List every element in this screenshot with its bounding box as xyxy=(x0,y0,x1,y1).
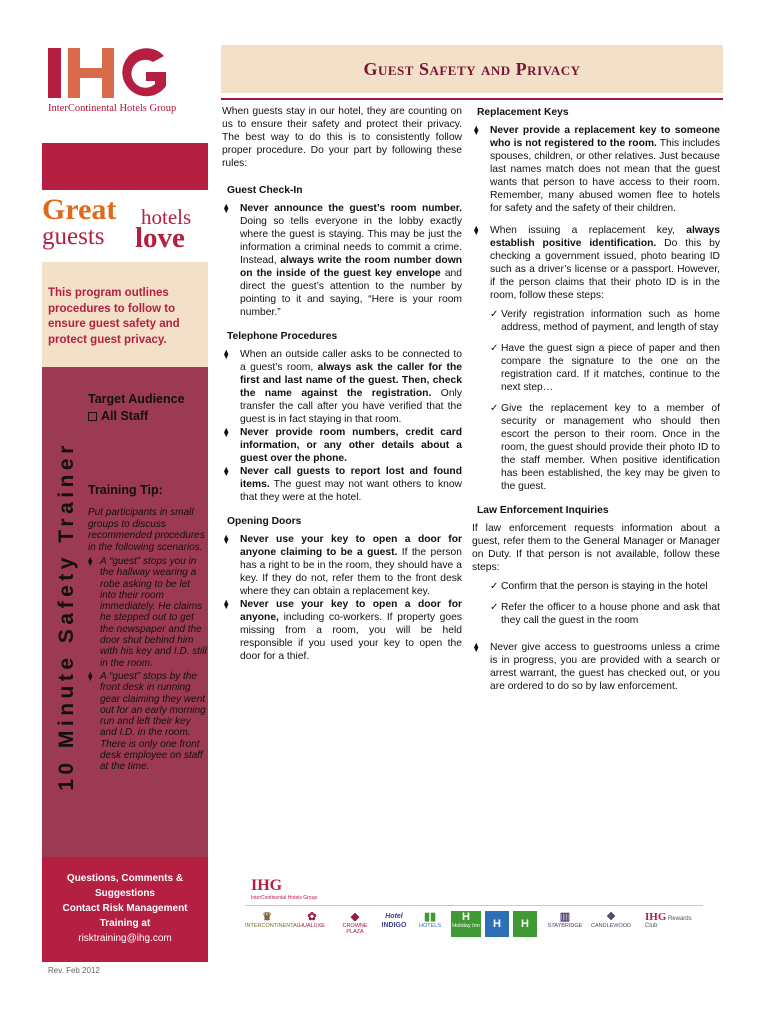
bullet-item xyxy=(222,465,462,504)
great-hotels-guests-love-tagline xyxy=(42,190,208,262)
scenario-text: A “guest” stops by the front desk in running gear claiming they went out for an early morning run and left their key and I.D. in the room. There is only one front desk employee on staff at the time. xyxy=(100,670,206,773)
program-summary-box xyxy=(42,262,208,367)
checkmark-icon: ✓ xyxy=(490,403,499,414)
check-step-text: Have the guest sign a piece of paper and then compare the signature to the one on the registration card. If it matches, continue to the next step… xyxy=(501,343,720,393)
ihg-logo xyxy=(46,40,216,120)
brand-staybridge-logo xyxy=(545,911,585,929)
check-step-text: Confirm that the person is staying in the hotel xyxy=(501,581,708,592)
brand-name: HOTELS xyxy=(418,923,441,929)
brand-holiday-inn-express-logo xyxy=(485,911,509,937)
revision-date: Rev. Feb 2012 xyxy=(48,966,100,975)
checkmark-icon: ✓ xyxy=(490,343,499,354)
diamond-bullet-icon: ⧫ xyxy=(224,534,229,544)
tagline-hotels: hotels xyxy=(141,205,192,229)
check-step xyxy=(472,342,720,394)
intro-paragraph: When guests stay in our hotel, they are counting on us to ensure their safety and protect their privacy. The best way to do this is to consistently follow proper procedure. Do your part by following these rules: xyxy=(222,106,462,169)
sidebar-top-block xyxy=(42,143,208,190)
target-audience-value xyxy=(88,409,206,423)
diamond-bullet-icon: ⧫ xyxy=(224,599,229,609)
content-column-1 xyxy=(222,105,462,663)
logo-subtitle: InterContinental Hotels Group xyxy=(48,103,177,114)
training-tip xyxy=(88,483,208,775)
diamond-bullet-icon: ⧫ xyxy=(224,466,229,476)
tagline-love: love xyxy=(135,222,185,254)
candlewood-icon: ❖ xyxy=(606,911,616,923)
scenario-text: A “guest” stops you in the hallway wearing a robe asking to be let into their room immediately. He claims he stepped out to get the newspaper and the door shut behind him with his key and I.D. still in the room. xyxy=(100,556,207,669)
checkmark-icon: ✓ xyxy=(490,602,499,613)
training-tip-intro: Put participants in small groups to discuss recommended procedures in the following scenarios. xyxy=(88,507,205,553)
scenario-item xyxy=(88,671,208,773)
target-audience-label: All Staff xyxy=(101,409,149,423)
check-step-text: Refer the officer to a house phone and ask that they call the guest in the room xyxy=(501,602,720,626)
holiday-inn-resort-h-icon: H xyxy=(521,918,529,930)
program-summary-text: This program outlines procedures to follow to ensure guest safety and protect guest privacy. xyxy=(48,287,180,346)
diamond-bullet-icon: ⧫ xyxy=(474,125,479,135)
brand-indigo-logo xyxy=(377,911,411,929)
vertical-title xyxy=(52,380,82,852)
tagline-guests: guests xyxy=(42,223,105,250)
contact-email-link[interactable]: risktraining@ihg.com xyxy=(78,933,172,944)
bullet-item xyxy=(472,224,720,302)
brand-ihg-rewards-logo xyxy=(645,911,697,929)
bullet-item xyxy=(222,202,462,319)
target-audience xyxy=(88,392,206,423)
scenario-list xyxy=(88,556,208,773)
vertical-title-text: 10 Minute Safety Trainer xyxy=(55,441,78,791)
holiday-inn-h-icon: H xyxy=(462,911,470,923)
check-step xyxy=(472,601,720,627)
ihg-mini-subtitle: InterContinental Hotels Group xyxy=(251,895,318,901)
checkbox-icon xyxy=(88,412,97,421)
diamond-bullet-icon: ⧫ xyxy=(224,349,229,359)
title-divider xyxy=(221,98,723,100)
holiday-inn-express-h-icon: H xyxy=(493,918,501,930)
brand-crowne-plaza-logo xyxy=(335,911,375,935)
scenario-item xyxy=(88,556,208,669)
bullet-text: If the person has a right to be in the room, they should have a key. If they do not, refer them to the front desk where they can obtain a replacement key. xyxy=(240,547,462,597)
bullet-bold: Never use your key to open a door for anyone claiming to be a guest. xyxy=(240,534,462,558)
contact-box xyxy=(42,857,208,962)
diamond-bullet-icon: ⧫ xyxy=(224,203,229,213)
bullet-item xyxy=(222,426,462,465)
flower-icon: ✿ xyxy=(307,911,317,923)
bullet-text: This includes spouses, children, or other relatives. Just because last names match does not mean that the guest wants that person to have access to their room. Remember, many abused women flee to hotels for safety and the safety of their children. xyxy=(490,138,720,214)
bullet-item xyxy=(222,348,462,426)
staybridge-icon: ▥ xyxy=(559,911,571,923)
bar-icon: ▮▮ xyxy=(423,911,437,923)
diamond-icon: ◆ xyxy=(350,911,360,923)
bullet-text: Do this by checking a government issued, photo bearing ID such as a driver’s license or a passport. However, if the person claims that their photo ID is in the room, follow these steps: xyxy=(490,238,720,301)
checkmark-icon: ✓ xyxy=(490,581,499,592)
hotel-script-icon: Hotel xyxy=(385,913,403,920)
page-title: Guest Safety and Privacy xyxy=(363,58,581,79)
brand-name: CROWNE PLAZA xyxy=(342,923,368,935)
law-intro-paragraph: If law enforcement requests information about a guest, refer them to the General Manager or Manager on Duty. If that person is not available, follow these steps: xyxy=(472,523,720,573)
brand-name: STAYBRIDGE xyxy=(547,923,583,929)
contact-line-2: Contact Risk Management Training at xyxy=(62,903,188,929)
bullet-item xyxy=(472,124,720,215)
bullet-text: including co-workers. If property goes missing from a room, you will be held responsible if you used your key to open the door for a thief. xyxy=(240,612,462,662)
brand-name: CANDLEWOOD xyxy=(590,923,632,929)
brand-holiday-inn-logo xyxy=(451,911,481,937)
content-column-2 xyxy=(472,106,720,693)
bullet-bold: Never use your key to open a door for anyone, xyxy=(240,599,462,623)
brand-even-logo xyxy=(413,911,447,929)
bullet-item xyxy=(222,598,462,663)
contact-line-1: Questions, Comments & Suggestions xyxy=(66,873,184,899)
bullet-item xyxy=(222,533,462,598)
bullet-bold: always establish positive identification. xyxy=(490,225,720,249)
ihg-mini-logo: IHG xyxy=(251,877,283,894)
training-tip-heading: Training Tip: xyxy=(88,483,163,497)
bullet-text: Only transfer the call after you have verified that the guest is in fact staying in that room. xyxy=(240,388,462,425)
bullet-text: and direct the guest’s attention to the number by pointing to it and saying, “Here is your room number.” xyxy=(240,268,463,318)
brand-divider xyxy=(245,905,703,906)
bullet-bold: Never provide a replacement key to someone who is not registered to the room. xyxy=(490,125,720,149)
brand-name: Holiday Inn xyxy=(452,923,480,929)
check-step-text: Verify registration information such as home address, method of payment, and length of stay xyxy=(501,309,720,333)
bullet-text: When issuing a replacement key, xyxy=(490,225,687,236)
section-heading-opening-doors: Opening Doors xyxy=(227,516,302,527)
brand-intercontinental-logo xyxy=(245,911,300,929)
bullet-text: Doing so tells everyone in the lobby exactly where the guest is staying. This may be just the information a criminal needs to commit a crime. Instead, xyxy=(240,216,462,266)
section-heading-telephone: Telephone Procedures xyxy=(227,331,338,342)
section-heading-law-enforcement: Law Enforcement Inquiries xyxy=(477,505,609,516)
checkmark-icon: ✓ xyxy=(490,309,499,320)
brand-logo-strip xyxy=(245,873,705,945)
check-step xyxy=(472,402,720,493)
check-step-text: Give the replacement key to a member of security or management who should then escort the person to their room. Once in the room, the guest should provide their photo ID to the staff member. When positive identification has been established, the key may be given to the guest. xyxy=(501,403,720,492)
bullet-text: The guest may not want others to know that they were at the hotel. xyxy=(240,479,462,503)
bullet-bold: Never announce the guest’s room number. xyxy=(240,203,462,214)
brand-hualuxe-logo xyxy=(295,911,329,929)
title-banner xyxy=(221,45,723,93)
crown-icon: ♛ xyxy=(262,911,272,923)
bullet-bold: Never call guests to report lost and found items. xyxy=(240,466,462,490)
diamond-bullet-icon: ⧫ xyxy=(474,225,479,235)
brand-holiday-inn-resort-logo xyxy=(513,911,537,937)
check-step xyxy=(472,308,720,334)
brand-candlewood-logo xyxy=(589,911,633,929)
ihg-rewards-icon: IHG xyxy=(645,911,667,923)
diamond-bullet-icon: ⧫ xyxy=(474,642,479,652)
brand-name: INDIGO xyxy=(381,922,407,929)
ihg-logo-mark xyxy=(46,40,186,102)
target-audience-heading: Target Audience xyxy=(88,392,185,406)
section-heading-replacement-keys: Replacement Keys xyxy=(477,107,569,118)
section-heading-guest-check-in: Guest Check-In xyxy=(227,185,303,196)
brand-name: Rewards Club xyxy=(645,916,692,929)
bullet-bold: Never provide room numbers, credit card information, or any other details about a guest over the phone. xyxy=(240,427,462,464)
bullet-bold: always write the room number down on the inside of the guest key envelope xyxy=(240,255,462,279)
diamond-bullet-icon: ⧫ xyxy=(88,556,93,566)
diamond-bullet-icon: ⧫ xyxy=(88,670,93,681)
bullet-bold: always ask the caller for the first and last name of the guest. Then, check the name against the registration. xyxy=(240,362,462,399)
diamond-bullet-icon: ⧫ xyxy=(224,427,229,437)
bullet-text: When an outside caller asks to be connected to a guest’s room, xyxy=(240,349,462,373)
bullet-item xyxy=(472,641,720,693)
tagline-great: Great xyxy=(42,193,117,226)
brand-name: HUALUXE xyxy=(299,923,325,929)
bullet-text: Never give access to guestrooms unless a crime is in progress, you are provided with a search or arrest warrant, the guest has checked out, or you are ordered to do so by law enforcement. xyxy=(490,642,720,692)
check-step xyxy=(472,580,720,593)
brand-name: INTERCONTINENTAL xyxy=(245,923,300,929)
